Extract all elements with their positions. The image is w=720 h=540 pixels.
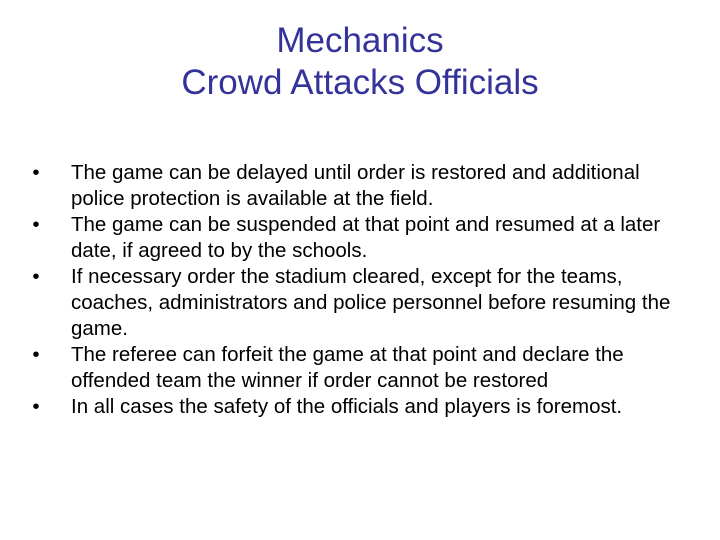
bullet-item [30,394,690,420]
bullet-dot-icon: • [32,395,40,418]
bullet-text: If necessary order the stadium cleared, except for the teams, coaches, administrators and police personnel before resuming the game. [71,265,671,340]
bullet-item [30,342,690,394]
slide-title [60,20,660,104]
bullet-dot-icon: • [32,213,40,236]
bullet-list [30,160,690,420]
title-line-1: Mechanics [276,21,444,60]
bullet-dot-icon: • [32,161,40,184]
bullet-item [30,212,690,264]
bullet-text: The game can be delayed until order is restored and additional police protection is available at the field. [71,161,640,210]
title-line-2: Crowd Attacks Officials [181,63,539,102]
bullet-dot-icon: • [32,343,40,366]
bullet-dot-icon: • [32,265,40,288]
bullet-item [30,264,690,342]
bullet-text: The referee can forfeit the game at that point and declare the offended team the winner if order cannot be restored [71,343,624,392]
bullet-text: The game can be suspended at that point and resumed at a later date, if agreed to by the schools. [71,213,661,262]
bullet-text: In all cases the safety of the officials and players is foremost. [71,395,623,418]
bullet-item [30,160,690,212]
